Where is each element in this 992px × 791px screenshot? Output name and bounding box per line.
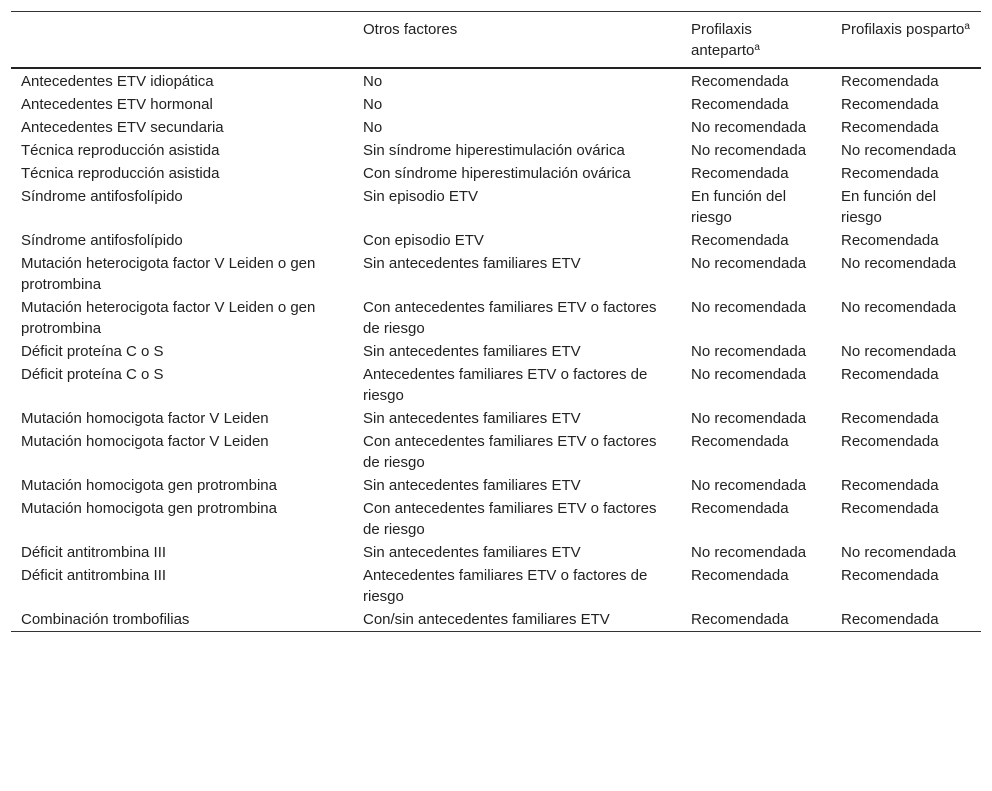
table-row [11,407,981,430]
cell-factor: Antecedentes ETV secundaria [21,119,224,136]
cell-otros-factores: Antecedentes familiares ETV o factores de riesgo [363,567,648,605]
cell-factor: Mutación homocigota gen protrombina [21,500,277,517]
cell-factor: Déficit proteína C o S [21,343,164,360]
cell-profilaxis-posparto: Recomendada [841,410,939,427]
cell-factor: Déficit proteína C o S [21,366,164,383]
cell-profilaxis-anteparto: Recomendada [691,165,789,182]
cell-profilaxis-anteparto: Recomendada [691,567,789,584]
table-row [11,474,981,497]
table-body [11,68,981,632]
cell-otros-factores: No [363,119,383,136]
table-header [11,12,981,69]
header-anteparto-label: Profilaxis anteparto [691,21,755,59]
cell-otros-factores: Con episodio ETV [363,232,484,249]
cell-profilaxis-anteparto: Recomendada [691,73,789,90]
cell-factor: Síndrome antifosfolípido [21,188,183,205]
cell-profilaxis-anteparto: Recomendada [691,433,789,450]
header-posparto-label: Profilaxis posparto [841,21,965,38]
table-row [11,608,981,632]
cell-otros-factores: Sin antecedentes familiares ETV [363,343,581,360]
table-row [11,162,981,185]
cell-factor: Déficit antitrombina III [21,567,167,584]
cell-profilaxis-posparto: No recomendada [841,255,957,272]
cell-factor: Combinación trombofilias [21,611,190,628]
cell-profilaxis-anteparto: En función del riesgo [691,188,787,226]
header-row [11,12,981,69]
table-row [11,564,981,608]
cell-otros-factores: Con síndrome hiperestimulación ovárica [363,165,631,182]
header-profilaxis-anteparto [681,12,831,69]
cell-factor: Mutación heterocigota factor V Leiden o gen protrombina [21,255,316,293]
table-row [11,430,981,474]
cell-profilaxis-anteparto: No recomendada [691,142,807,159]
table-row [11,229,981,252]
cell-factor: Síndrome antifosfolípido [21,232,183,249]
cell-otros-factores: Con antecedentes familiares ETV o factores de riesgo [363,500,657,538]
cell-profilaxis-posparto: No recomendada [841,142,957,159]
cell-factor: Antecedentes ETV idiopática [21,73,214,90]
cell-factor: Antecedentes ETV hormonal [21,96,213,113]
prophylaxis-table [11,11,981,632]
table-row [11,68,981,93]
cell-factor: Mutación heterocigota factor V Leiden o gen protrombina [21,299,316,337]
cell-otros-factores: Sin antecedentes familiares ETV [363,410,581,427]
cell-profilaxis-posparto: Recomendada [841,119,939,136]
footnote-mark: a [754,42,760,53]
cell-profilaxis-posparto: Recomendada [841,567,939,584]
cell-profilaxis-posparto: Recomendada [841,433,939,450]
cell-profilaxis-anteparto: No recomendada [691,343,807,360]
cell-otros-factores: No [363,96,383,113]
cell-profilaxis-anteparto: Recomendada [691,500,789,517]
table-row [11,93,981,116]
cell-factor: Déficit antitrombina III [21,544,167,561]
table-row [11,363,981,407]
cell-otros-factores: Con antecedentes familiares ETV o factores de riesgo [363,433,657,471]
cell-otros-factores: Con/sin antecedentes familiares ETV [363,611,610,628]
cell-profilaxis-anteparto: No recomendada [691,255,807,272]
cell-profilaxis-anteparto: No recomendada [691,366,807,383]
table-row [11,116,981,139]
cell-profilaxis-posparto: No recomendada [841,343,957,360]
cell-factor: Técnica reproducción asistida [21,142,220,159]
cell-profilaxis-posparto: Recomendada [841,477,939,494]
cell-profilaxis-anteparto: Recomendada [691,96,789,113]
cell-factor: Mutación homocigota factor V Leiden [21,410,269,427]
cell-profilaxis-posparto: No recomendada [841,544,957,561]
cell-otros-factores: Con antecedentes familiares ETV o factores de riesgo [363,299,657,337]
table-row [11,296,981,340]
cell-otros-factores: Sin episodio ETV [363,188,479,205]
cell-otros-factores: Sin antecedentes familiares ETV [363,255,581,272]
cell-profilaxis-anteparto: Recomendada [691,611,789,628]
cell-factor: Mutación homocigota gen protrombina [21,477,277,494]
cell-profilaxis-anteparto: No recomendada [691,299,807,316]
cell-profilaxis-anteparto: No recomendada [691,410,807,427]
cell-otros-factores: Antecedentes familiares ETV o factores de riesgo [363,366,648,404]
cell-profilaxis-anteparto: No recomendada [691,544,807,561]
cell-profilaxis-posparto: Recomendada [841,611,939,628]
table-row [11,497,981,541]
cell-factor: Técnica reproducción asistida [21,165,220,182]
cell-profilaxis-anteparto: Recomendada [691,232,789,249]
cell-profilaxis-anteparto: No recomendada [691,477,807,494]
cell-profilaxis-posparto: Recomendada [841,96,939,113]
cell-profilaxis-posparto: Recomendada [841,165,939,182]
table-row [11,252,981,296]
header-profilaxis-posparto [831,12,981,69]
cell-profilaxis-posparto: Recomendada [841,73,939,90]
cell-profilaxis-posparto: Recomendada [841,500,939,517]
header-otros-factores: Otros factores [363,21,458,38]
footnote-mark: a [964,21,970,32]
cell-profilaxis-posparto: En función del riesgo [841,188,937,226]
cell-profilaxis-posparto: Recomendada [841,366,939,383]
cell-otros-factores: Sin síndrome hiperestimulación ovárica [363,142,625,159]
table-row [11,185,981,229]
cell-profilaxis-posparto: No recomendada [841,299,957,316]
cell-profilaxis-anteparto: No recomendada [691,119,807,136]
table-row [11,139,981,162]
cell-otros-factores: No [363,73,383,90]
cell-otros-factores: Sin antecedentes familiares ETV [363,477,581,494]
table-row [11,541,981,564]
cell-otros-factores: Sin antecedentes familiares ETV [363,544,581,561]
cell-factor: Mutación homocigota factor V Leiden [21,433,269,450]
cell-profilaxis-posparto: Recomendada [841,232,939,249]
header-factor [11,12,353,69]
table-row [11,340,981,363]
